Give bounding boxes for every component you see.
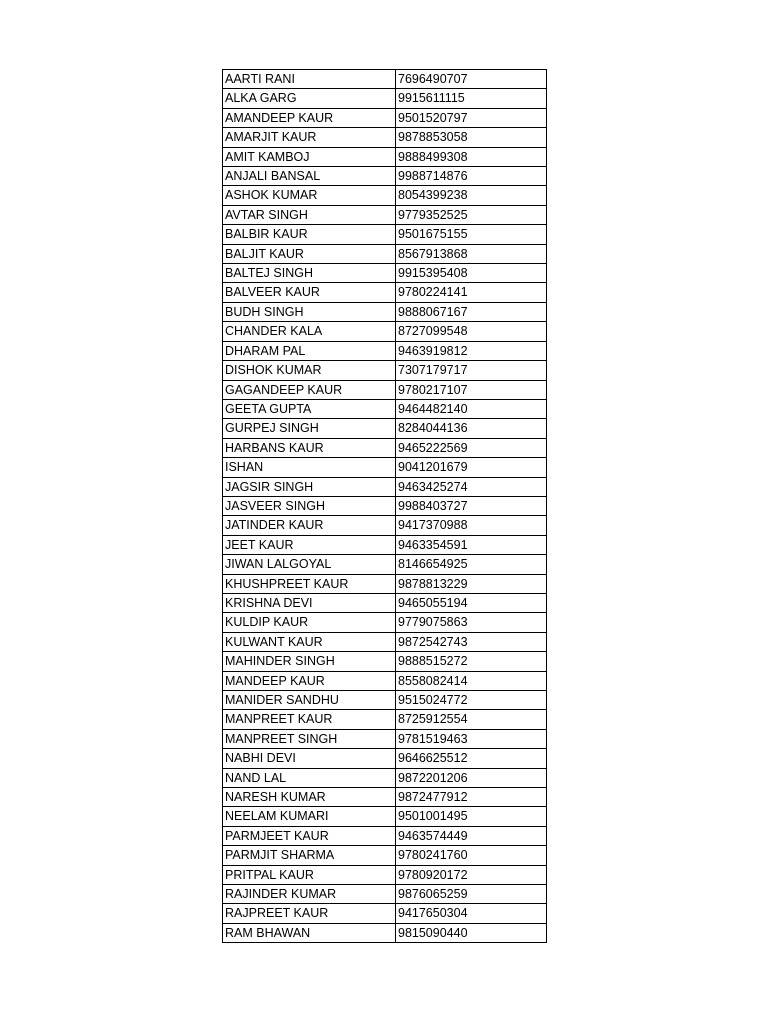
name-cell: ALKA GARG bbox=[223, 89, 396, 108]
phone-cell: 8725912554 bbox=[396, 710, 547, 729]
table-row bbox=[223, 205, 547, 224]
table-row bbox=[223, 593, 547, 612]
name-cell: PARMJEET KAUR bbox=[223, 826, 396, 845]
table-row bbox=[223, 458, 547, 477]
name-cell: BALJIT KAUR bbox=[223, 244, 396, 263]
phone-cell: 9464482140 bbox=[396, 399, 547, 418]
table-row bbox=[223, 147, 547, 166]
phone-cell: 9463425274 bbox=[396, 477, 547, 496]
name-cell: ANJALI BANSAL bbox=[223, 167, 396, 186]
name-cell: AVTAR SINGH bbox=[223, 205, 396, 224]
name-cell: NABHI DEVI bbox=[223, 749, 396, 768]
name-cell: KRISHNA DEVI bbox=[223, 593, 396, 612]
phone-cell: 9780241760 bbox=[396, 846, 547, 865]
phone-cell: 9501001495 bbox=[396, 807, 547, 826]
phone-cell: 9501675155 bbox=[396, 225, 547, 244]
table-row bbox=[223, 923, 547, 942]
phone-cell: 9779352525 bbox=[396, 205, 547, 224]
phone-cell: 7307179717 bbox=[396, 361, 547, 380]
name-cell: NARESH KUMAR bbox=[223, 788, 396, 807]
name-cell: CHANDER KALA bbox=[223, 322, 396, 341]
name-cell: KULWANT KAUR bbox=[223, 632, 396, 651]
name-cell: ISHAN bbox=[223, 458, 396, 477]
name-cell: MANPREET KAUR bbox=[223, 710, 396, 729]
name-cell: JAGSIR SINGH bbox=[223, 477, 396, 496]
phone-cell: 9780224141 bbox=[396, 283, 547, 302]
table-row bbox=[223, 380, 547, 399]
phone-cell: 9872201206 bbox=[396, 768, 547, 787]
phone-cell: 9988714876 bbox=[396, 167, 547, 186]
name-cell: JEET KAUR bbox=[223, 535, 396, 554]
table-row bbox=[223, 768, 547, 787]
name-cell: MANDEEP KAUR bbox=[223, 671, 396, 690]
name-cell: HARBANS KAUR bbox=[223, 438, 396, 457]
name-cell: PRITPAL KAUR bbox=[223, 865, 396, 884]
table-row bbox=[223, 70, 547, 89]
phone-cell: 9888515272 bbox=[396, 652, 547, 671]
name-cell: RAM BHAWAN bbox=[223, 923, 396, 942]
name-cell: BALBIR KAUR bbox=[223, 225, 396, 244]
name-cell: PARMJIT SHARMA bbox=[223, 846, 396, 865]
phone-cell: 9463354591 bbox=[396, 535, 547, 554]
phone-cell: 9872542743 bbox=[396, 632, 547, 651]
name-cell: DISHOK KUMAR bbox=[223, 361, 396, 380]
phone-cell: 9780920172 bbox=[396, 865, 547, 884]
name-cell: DHARAM PAL bbox=[223, 341, 396, 360]
phone-cell: 9888067167 bbox=[396, 302, 547, 321]
phone-cell: 9417650304 bbox=[396, 904, 547, 923]
phone-cell: 7696490707 bbox=[396, 70, 547, 89]
table-row bbox=[223, 555, 547, 574]
phone-cell: 9988403727 bbox=[396, 496, 547, 515]
table-row bbox=[223, 865, 547, 884]
table-row bbox=[223, 885, 547, 904]
table-row bbox=[223, 341, 547, 360]
table-row bbox=[223, 128, 547, 147]
table-row bbox=[223, 225, 547, 244]
name-cell: BALTEJ SINGH bbox=[223, 264, 396, 283]
name-cell: AMARJIT KAUR bbox=[223, 128, 396, 147]
table-row bbox=[223, 846, 547, 865]
name-cell: MANIDER SANDHU bbox=[223, 691, 396, 710]
phone-cell: 8567913868 bbox=[396, 244, 547, 263]
table-row bbox=[223, 613, 547, 632]
phone-cell: 9815090440 bbox=[396, 923, 547, 942]
table-row bbox=[223, 264, 547, 283]
name-cell: MANPREET SINGH bbox=[223, 729, 396, 748]
table-row bbox=[223, 632, 547, 651]
name-cell: MAHINDER SINGH bbox=[223, 652, 396, 671]
phone-cell: 9417370988 bbox=[396, 516, 547, 535]
contacts-table-body bbox=[223, 70, 547, 943]
phone-cell: 9915395408 bbox=[396, 264, 547, 283]
phone-cell: 9878853058 bbox=[396, 128, 547, 147]
name-cell: KULDIP KAUR bbox=[223, 613, 396, 632]
table-row bbox=[223, 167, 547, 186]
table-row bbox=[223, 477, 547, 496]
phone-cell: 9888499308 bbox=[396, 147, 547, 166]
table-row bbox=[223, 749, 547, 768]
table-row bbox=[223, 361, 547, 380]
table-row bbox=[223, 186, 547, 205]
phone-cell: 8558082414 bbox=[396, 671, 547, 690]
table-row bbox=[223, 322, 547, 341]
table-row bbox=[223, 399, 547, 418]
phone-cell: 9878813229 bbox=[396, 574, 547, 593]
phone-cell: 9780217107 bbox=[396, 380, 547, 399]
table-row bbox=[223, 516, 547, 535]
name-cell: JATINDER KAUR bbox=[223, 516, 396, 535]
table-row bbox=[223, 652, 547, 671]
name-cell: AMANDEEP KAUR bbox=[223, 108, 396, 127]
table-row bbox=[223, 807, 547, 826]
name-cell: NEELAM KUMARI bbox=[223, 807, 396, 826]
phone-cell: 9781519463 bbox=[396, 729, 547, 748]
phone-cell: 9872477912 bbox=[396, 788, 547, 807]
phone-cell: 9915611115 bbox=[396, 89, 547, 108]
phone-cell: 8054399238 bbox=[396, 186, 547, 205]
phone-cell: 9876065259 bbox=[396, 885, 547, 904]
table-row bbox=[223, 788, 547, 807]
table-row bbox=[223, 826, 547, 845]
name-cell: RAJINDER KUMAR bbox=[223, 885, 396, 904]
table-row bbox=[223, 535, 547, 554]
table-row bbox=[223, 904, 547, 923]
name-cell: BUDH SINGH bbox=[223, 302, 396, 321]
name-cell: JIWAN LALGOYAL bbox=[223, 555, 396, 574]
phone-cell: 9501520797 bbox=[396, 108, 547, 127]
phone-cell: 9646625512 bbox=[396, 749, 547, 768]
table-row bbox=[223, 89, 547, 108]
phone-cell: 9515024772 bbox=[396, 691, 547, 710]
name-cell: GURPEJ SINGH bbox=[223, 419, 396, 438]
table-row bbox=[223, 496, 547, 515]
name-cell: JASVEER SINGH bbox=[223, 496, 396, 515]
phone-cell: 9779075863 bbox=[396, 613, 547, 632]
table-row bbox=[223, 729, 547, 748]
phone-cell: 9465222569 bbox=[396, 438, 547, 457]
table-row bbox=[223, 302, 547, 321]
name-cell: RAJPREET KAUR bbox=[223, 904, 396, 923]
name-cell: GAGANDEEP KAUR bbox=[223, 380, 396, 399]
name-cell: ASHOK KUMAR bbox=[223, 186, 396, 205]
table-row bbox=[223, 710, 547, 729]
name-cell: NAND LAL bbox=[223, 768, 396, 787]
table-row bbox=[223, 244, 547, 263]
table-row bbox=[223, 438, 547, 457]
table-row bbox=[223, 671, 547, 690]
table-row bbox=[223, 108, 547, 127]
table-row bbox=[223, 283, 547, 302]
phone-cell: 8146654925 bbox=[396, 555, 547, 574]
name-cell: KHUSHPREET KAUR bbox=[223, 574, 396, 593]
phone-cell: 8284044136 bbox=[396, 419, 547, 438]
table-row bbox=[223, 691, 547, 710]
contacts-table bbox=[222, 69, 547, 943]
name-cell: GEETA GUPTA bbox=[223, 399, 396, 418]
table-row bbox=[223, 574, 547, 593]
phone-cell: 9463919812 bbox=[396, 341, 547, 360]
phone-cell: 9465055194 bbox=[396, 593, 547, 612]
table-row bbox=[223, 419, 547, 438]
name-cell: BALVEER KAUR bbox=[223, 283, 396, 302]
name-cell: AARTI RANI bbox=[223, 70, 396, 89]
phone-cell: 9041201679 bbox=[396, 458, 547, 477]
name-cell: AMIT KAMBOJ bbox=[223, 147, 396, 166]
phone-cell: 9463574449 bbox=[396, 826, 547, 845]
phone-cell: 8727099548 bbox=[396, 322, 547, 341]
